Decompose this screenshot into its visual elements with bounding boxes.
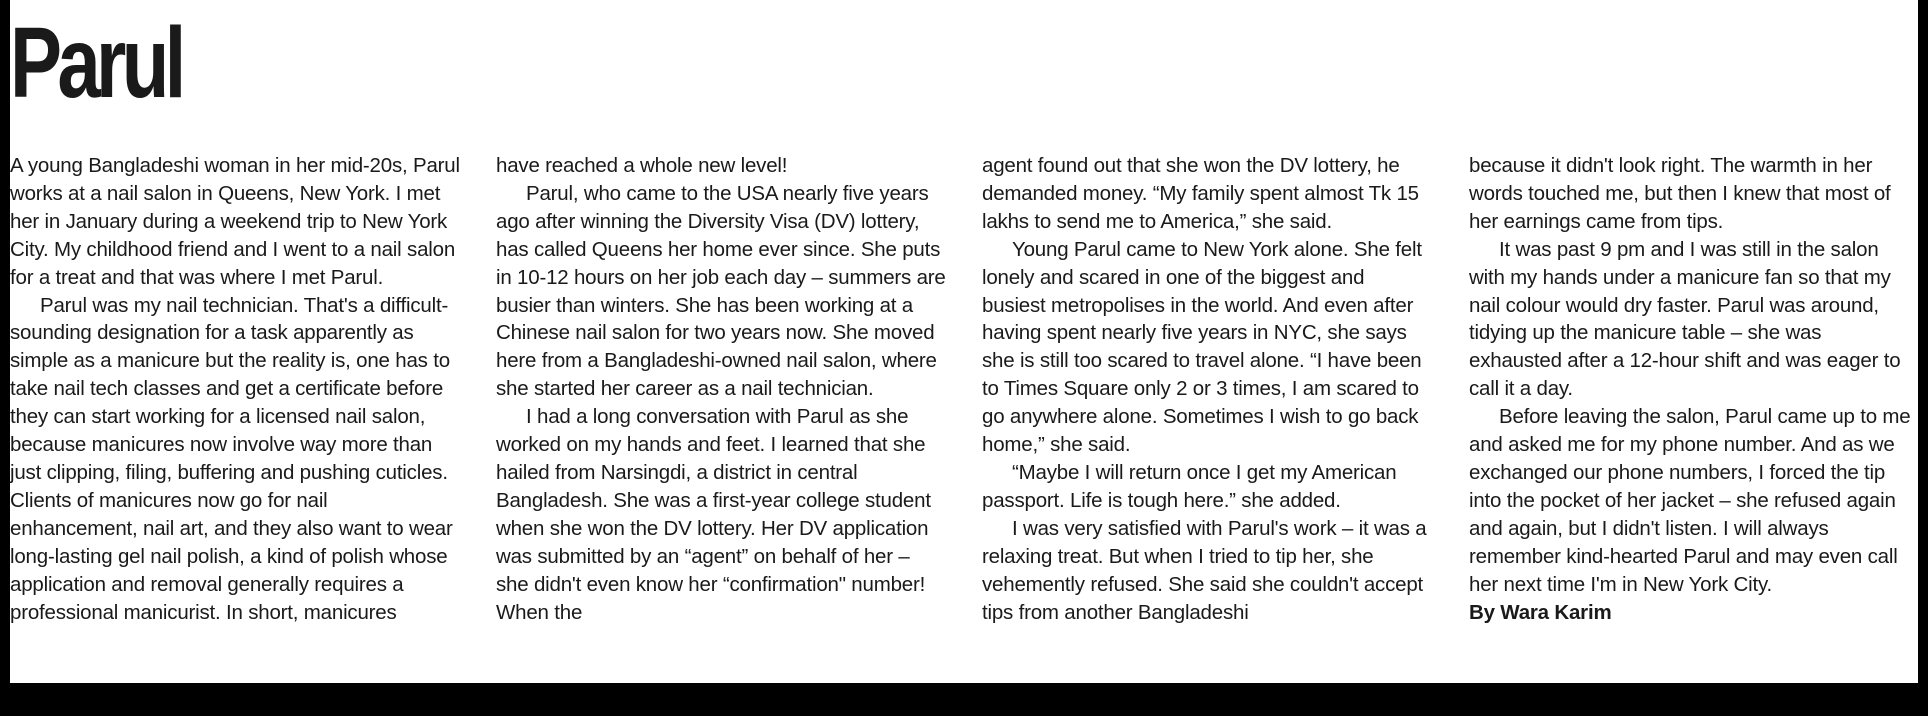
article-column-2 xyxy=(496,152,946,626)
article-paragraph: A young Bangladeshi woman in her mid-20s, Parul works at a nail salon in Queens, New York. I met her in January during a weekend trip to New York City. My childhood friend and I went to a nail salon for a treat and that was where I met Parul. xyxy=(10,154,460,289)
article-paragraph: I was very satisfied with Parul's work – it was a relaxing treat. But when I tried to tip her, she vehemently refused. She said she couldn't accept tips from another Bangladeshi xyxy=(982,516,1427,624)
article-title: Parul xyxy=(10,7,182,119)
article-column-1 xyxy=(10,152,460,626)
article-byline: By Wara Karim xyxy=(1469,600,1612,624)
article-paragraph: Parul was my nail technician. That's a difficult-sounding designation for a task apparently as simple as a manicure but the reality is, one has to take nail tech classes and get a certificate before they can start working for a licensed nail salon, because manicures now involve way more than just clipping, filing, buffering and pushing cuticles. Clients of manicures now go for nail enhancement, nail art, and they also want to wear long-lasting gel nail polish, a kind of polish whose application and removal generally requires a professional manicurist. In short, manicures xyxy=(10,293,453,624)
article-column-3 xyxy=(982,152,1432,626)
article-column-4 xyxy=(1469,152,1918,626)
article-paragraph: agent found out that she won the DV lottery, he demanded money. “My family spent almost Tk 15 lakhs to send me to America,” she said. xyxy=(982,154,1419,233)
article-paragraph: “Maybe I will return once I get my American passport. Life is tough here.” she added. xyxy=(982,460,1397,512)
newspaper-page xyxy=(10,0,1918,683)
article-paragraph: because it didn't look right. The warmth in her words touched me, but then I knew that most of her earnings came from tips. xyxy=(1469,154,1891,233)
article-paragraph: Parul, who came to the USA nearly five years ago after winning the Diversity Visa (DV) lottery, has called Queens her home ever since. She puts in 10-12 hours on her job each day – summers are busier than winters. She has been working at a Chinese nail salon for two years now. She moved here from a Bangladeshi-owned nail salon, where she started her career as a nail technician. xyxy=(496,181,946,401)
article-paragraph: I had a long conversation with Parul as she worked on my hands and feet. I learned that she hailed from Narsingdi, a district in central Bangladesh. She was a first-year college student when she won the DV lottery. Her DV application was submitted by an “agent” on behalf of her – she didn't even know her “confirmation" number! When the xyxy=(496,405,931,624)
article-paragraph: have reached a whole new level! xyxy=(496,154,788,177)
article-paragraph: Young Parul came to New York alone. She felt lonely and scared in one of the biggest and busiest metropolises in the world. And even after having spent nearly five years in NYC, she says she is still too scared to travel alone. “I have been to Times Square only 2 or 3 times, I am scared to go anywhere alone. Sometimes I wish to go back home,” she said. xyxy=(982,237,1422,457)
article-paragraph: It was past 9 pm and I was still in the salon with my hands under a manicure fan so that my nail colour would dry faster. Parul was around, tidying up the manicure table – she was exhausted after a 12-hour shift and was eager to call it a day. xyxy=(1469,237,1901,401)
article-paragraph: Before leaving the salon, Parul came up to me and asked me for my phone number. And as we exchanged our phone numbers, I forced the tip into the pocket of her jacket – she refused again and again, but I didn't listen. I will always remember kind-hearted Parul and may even call her next time I'm in New York City. xyxy=(1469,405,1911,596)
